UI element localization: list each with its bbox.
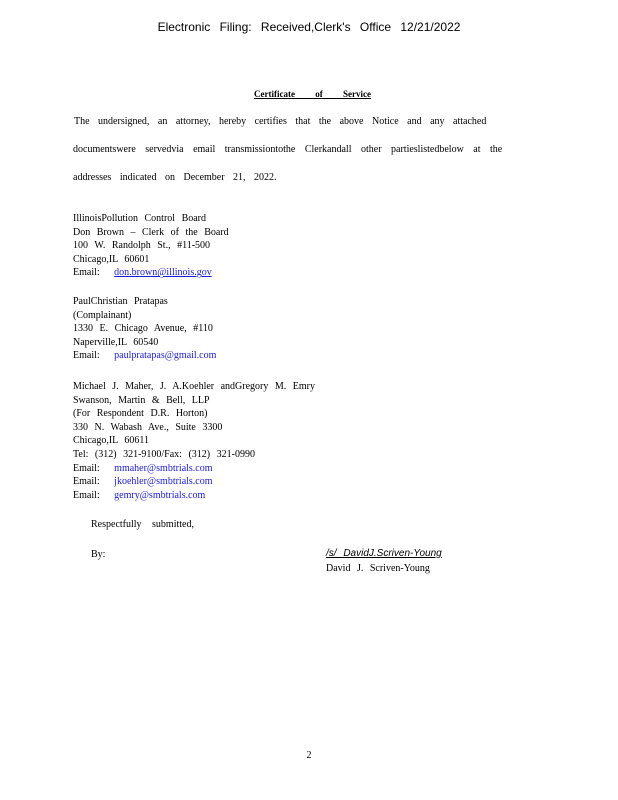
address-line: PaulChristian Pratapas <box>73 296 168 307</box>
address-line: 100 W. Randolph St., #11-500 <box>73 240 211 252</box>
email-line <box>73 475 315 489</box>
email-link[interactable]: gemry@smbtrials.com <box>114 489 206 501</box>
body-line-3: addresses indicated on December 21, 2022. <box>73 172 277 183</box>
email-label: Email: <box>73 476 100 488</box>
certificate-title: Certificate of Service <box>254 89 371 99</box>
email-label: Email: <box>73 350 100 362</box>
address-line: 330 N. Wabash Ave., Suite 3300 <box>73 421 223 433</box>
address-line: (For Respondent D.R. Horton) <box>73 408 208 420</box>
email-label: Email: <box>73 462 100 474</box>
electronic-signature: /s/ DavidJ.Scriven-Young <box>326 548 442 559</box>
email-line <box>73 266 234 280</box>
address-line: Swanson, Martin & Bell, LLP <box>73 394 210 406</box>
email-link[interactable]: jkoehler@smbtrials.com <box>114 476 213 488</box>
email-link[interactable]: don.brown@illinois.gov <box>114 267 212 279</box>
body-line-2: documentswere servedvia email transmissiontothe Clerkandall other partieslistedbelow at the <box>73 144 503 155</box>
address-line: Naperville,IL 60540 <box>73 336 159 348</box>
address-line: Don Brown – Clerk of the Board <box>73 226 229 238</box>
recipient-complainant <box>73 295 216 363</box>
email-link[interactable]: mmaher@smbtrials.com <box>114 462 213 474</box>
address-line: Chicago,IL 60601 <box>73 253 150 265</box>
email-label: Email: <box>73 489 100 501</box>
closing-text: Respectfully submitted, <box>91 519 194 530</box>
page-number: 2 <box>306 750 312 761</box>
phone-line: Tel: (312) 321-9100/Fax: (312) 321-0990 <box>73 448 255 460</box>
address-line: Michael J. Maher, J. A.Koehler andGregory M. Emry <box>73 381 315 392</box>
address-line: (Complainant) <box>73 309 132 321</box>
email-label: Email: <box>73 267 100 279</box>
address-line: 1330 E. Chicago Avenue, #110 <box>73 323 213 335</box>
recipient-pollution-board <box>73 212 234 280</box>
email-line <box>73 489 315 503</box>
filing-header: Electronic Filing: Received,Clerk's Office 12/21/2022 <box>157 20 461 34</box>
signer-name: David J. Scriven-Young <box>326 563 430 574</box>
body-line-1: The undersigned, an attorney, hereby certifies that the above Notice and any attached <box>74 116 487 127</box>
email-line <box>73 462 315 476</box>
email-line <box>73 349 216 363</box>
address-line: IllinoisPollution Control Board <box>73 213 207 224</box>
email-link[interactable]: paulpratapas@gmail.com <box>114 350 217 362</box>
by-label: By: <box>91 549 106 560</box>
recipient-respondent-counsel <box>73 380 315 502</box>
address-line: Chicago,IL 60611 <box>73 435 150 447</box>
